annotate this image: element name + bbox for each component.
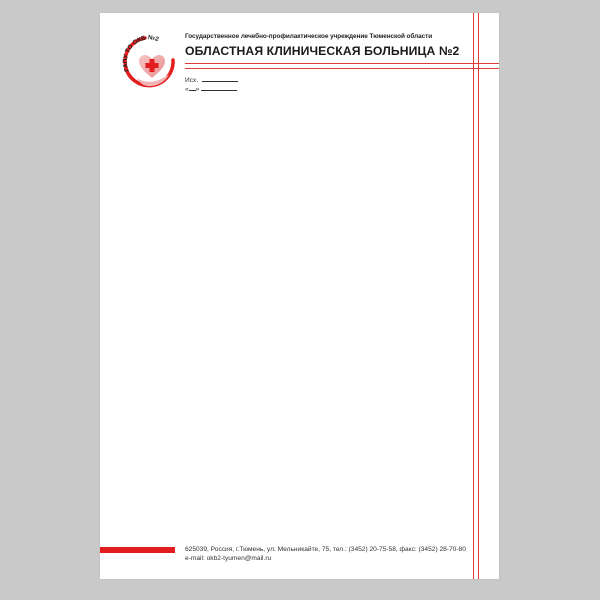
red-horizontal-line-lower bbox=[185, 68, 499, 69]
letterhead-page bbox=[100, 13, 499, 579]
red-horizontal-line-upper bbox=[185, 63, 499, 64]
cross-icon-horizontal bbox=[146, 63, 159, 68]
red-vertical-line-inner bbox=[473, 13, 474, 579]
date-line bbox=[185, 85, 237, 93]
date-day-blank bbox=[189, 85, 196, 91]
outgoing-number-label: Исх. bbox=[185, 77, 199, 84]
date-month-blank bbox=[201, 85, 237, 91]
outgoing-number-blank bbox=[202, 76, 238, 82]
outgoing-number-line bbox=[185, 76, 238, 84]
logo-circular-text: ГАПУ ТО ОКБ №2 bbox=[122, 34, 160, 73]
date-open-quote: « bbox=[185, 86, 189, 93]
organization-title: ОБЛАСТНАЯ КЛИНИЧЕСКАЯ БОЛЬНИЦА №2 bbox=[185, 44, 460, 58]
hospital-logo-icon bbox=[115, 30, 185, 100]
red-vertical-line-outer bbox=[478, 13, 479, 579]
footer-email: e-mail: okb2-tyumen@mail.ru bbox=[185, 555, 272, 562]
organization-subtitle: Государственное лечебно-профилактическое учреждение Тюменской области bbox=[185, 33, 433, 40]
footer-address: 625039, Россия, г.Тюмень, ул. Мельникайте, 75, тел.: (3452) 20-75-58, факс: (3452) 28-70-80 bbox=[185, 546, 466, 553]
hospital-logo bbox=[115, 30, 185, 100]
footer-red-bar bbox=[100, 547, 175, 553]
date-close-quote: » bbox=[195, 86, 200, 93]
